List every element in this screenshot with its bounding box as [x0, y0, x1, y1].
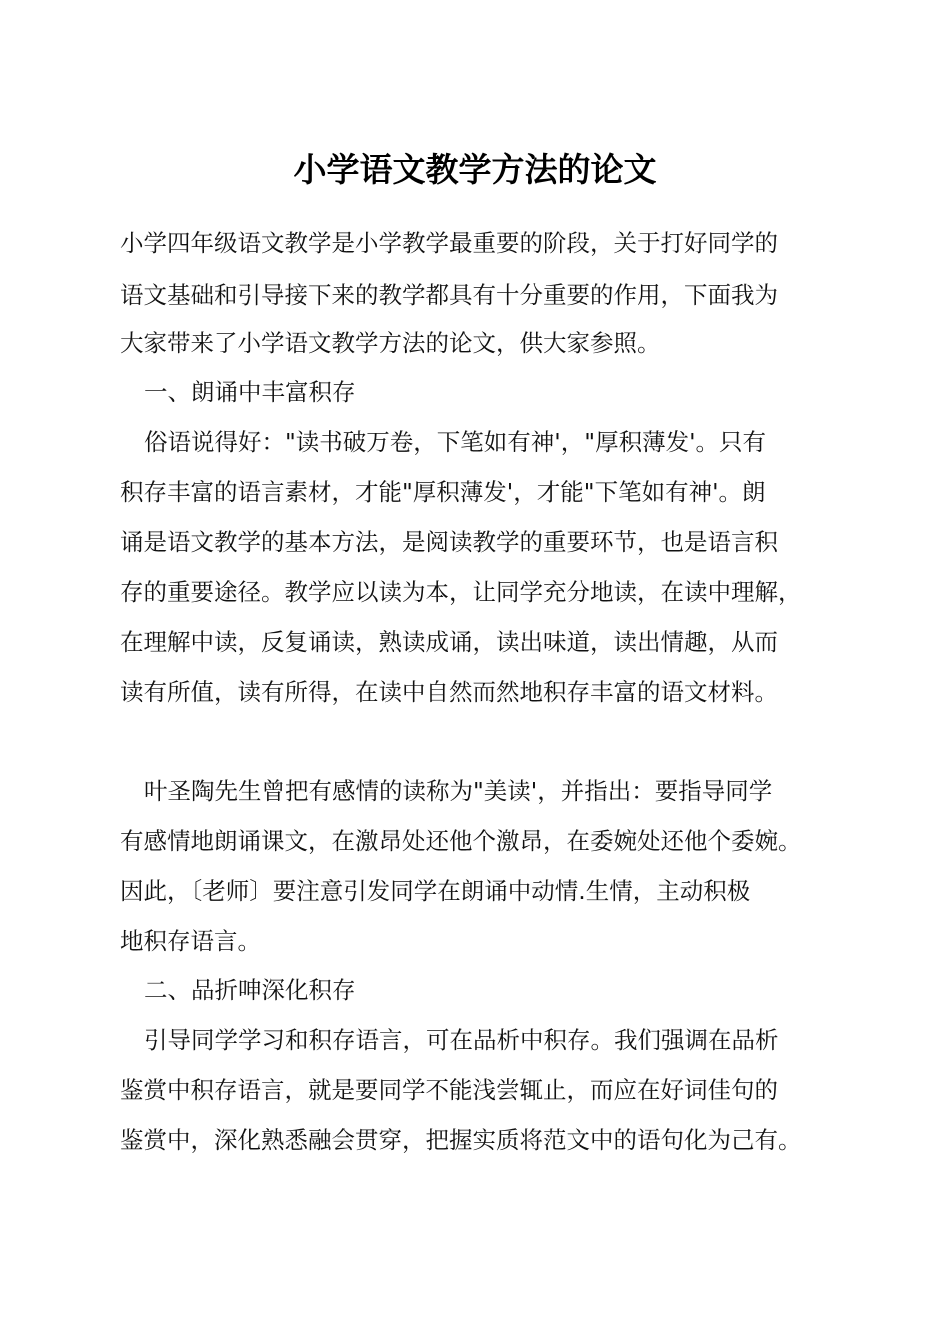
section1-para1-line-4: 存的重要途径。教学应以读为本，让同学充分地读，在读中理解，: [120, 578, 802, 606]
section1-para1-line-3: 诵是语文教学的基本方法，是阅读教学的重要环节，也是语言积: [120, 528, 778, 556]
section1-para2-line-1: 叶圣陶先生曾把有感情的读称为"美读'，并指出：要指导同学: [144, 777, 773, 805]
section1-para1-line-5: 在理解中读，反复诵读，熟读成诵，读出味道，读出情趣，从而: [120, 628, 778, 656]
document-title: 小学语文教学方法的论文: [293, 150, 657, 189]
section2-para1-line-3: 鉴赏中，深化熟悉融会贯穿，把握实质将范文中的语句化为己有。: [120, 1126, 802, 1154]
intro-line-3: 大家带来了小学语文教学方法的论文，供大家参照。: [120, 329, 661, 357]
section1-para1-line-1: 俗语说得好："读书破万卷，下笔如有神'，"厚积薄发'。只有: [144, 428, 767, 456]
section1-para2-line-3: 因此，〔老师〕要注意引发同学在朗诵中动情.生情，主动积极: [120, 877, 751, 905]
section1-heading: 一、朗诵中丰富积存: [144, 378, 356, 406]
section1-para2-line-4: 地积存语言。: [120, 927, 261, 955]
section1-para1-line-6: 读有所值，读有所得，在读中自然而然地积存丰富的语文材料。: [120, 678, 778, 706]
intro-line-2: 语文基础和引导接下来的教学都具有十分重要的作用，下面我为: [120, 281, 778, 309]
intro-line-1: 小学四年级语文教学是小学教学最重要的阶段，关于打好同学的: [120, 229, 778, 257]
section1-para2-line-2: 有感情地朗诵课文，在激昂处还他个激昂，在委婉处还他个委婉。: [120, 827, 802, 855]
section2-para1-line-1: 引导同学学习和积存语言，可在品析中积存。我们强调在品析: [144, 1026, 779, 1054]
section2-para1-line-2: 鉴赏中积存语言，就是要同学不能浅尝辄止，而应在好词佳句的: [120, 1076, 778, 1104]
section2-heading: 二、品折呻深化积存: [144, 976, 356, 1004]
section1-para1-line-2: 积存丰富的语言素材，才能"厚积薄发'，才能"下笔如有神'。朗: [120, 478, 766, 506]
